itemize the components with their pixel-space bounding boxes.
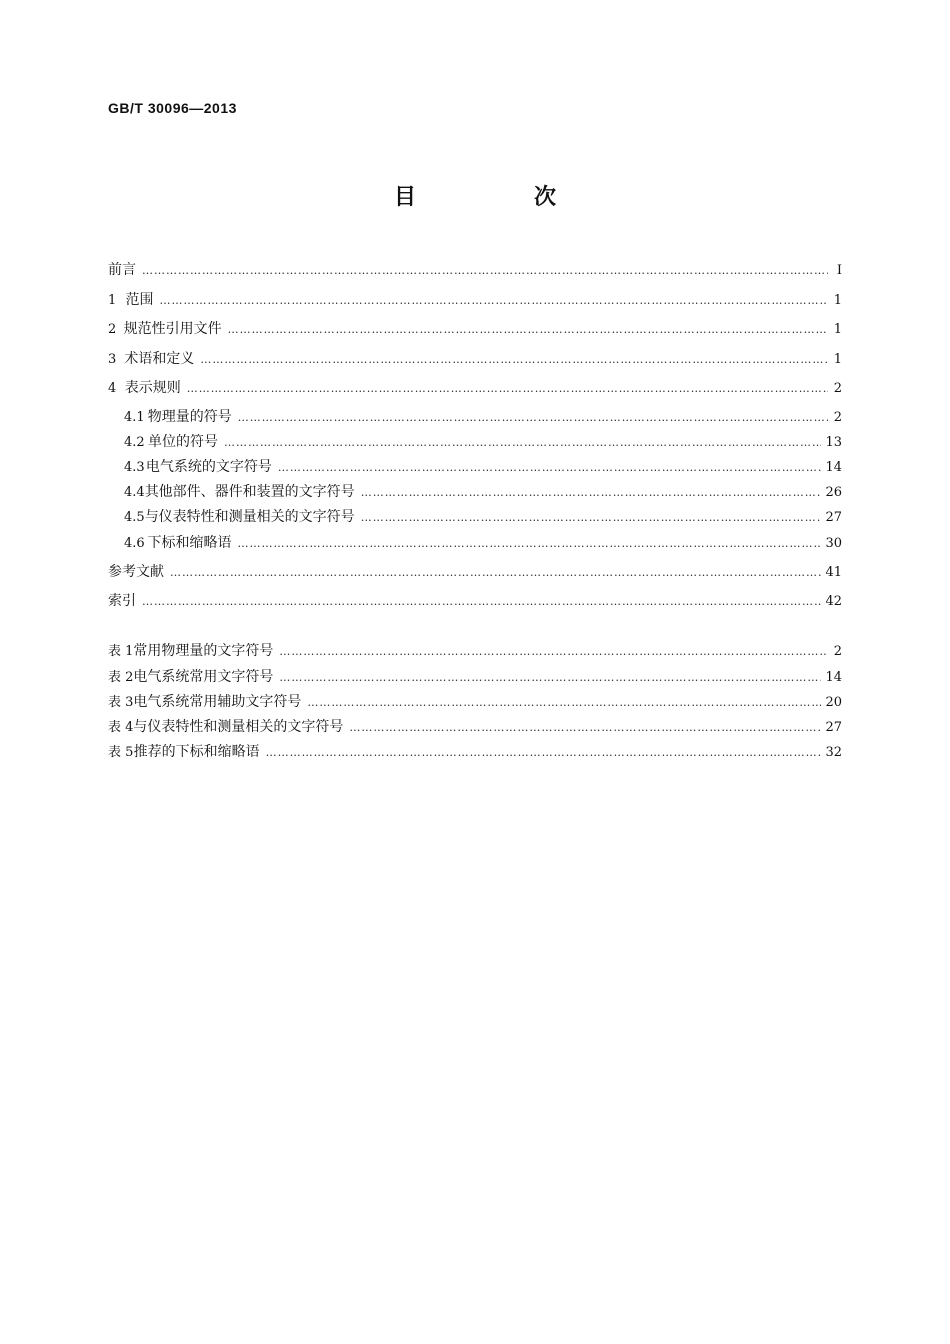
table-page: 14 [825, 670, 842, 685]
toc-entry-foreword[interactable] [108, 259, 842, 281]
toc-label: 规范性引用文件 [123, 321, 222, 337]
toc-label: 参考文献 [108, 564, 164, 580]
toc-label: 物理量的符号 [147, 409, 232, 425]
toc-page: 41 [825, 565, 842, 580]
toc-entry-4-3[interactable] [124, 456, 842, 478]
toc-page: 30 [825, 536, 842, 551]
toc-number: 2 [108, 322, 117, 337]
toc-number: 4.3 [124, 460, 145, 475]
toc-page: 14 [825, 460, 842, 475]
table-list-entry-4[interactable] [108, 716, 842, 738]
toc-entry-index[interactable] [108, 590, 842, 612]
table-list-entry-5[interactable] [108, 741, 842, 763]
table-label: 电气系统常用文字符号 [133, 669, 274, 685]
toc-leader [278, 457, 822, 479]
toc-page: 26 [825, 485, 842, 500]
table-page: 27 [825, 720, 842, 735]
toc-number: 3 [108, 352, 117, 367]
table-page: 2 [833, 644, 842, 659]
toc-page: 42 [825, 594, 842, 609]
toc-leader [224, 432, 821, 454]
toc-entry-4-5[interactable] [124, 506, 842, 528]
table-number: 表 1 [108, 644, 134, 659]
toc-leader [279, 667, 821, 689]
table-page: 32 [825, 745, 842, 760]
toc-leader [307, 692, 821, 714]
table-label: 电气系统常用辅助文字符号 [133, 694, 302, 710]
toc-entry-4-2[interactable] [124, 431, 842, 453]
table-list-entry-1[interactable] [108, 640, 842, 662]
toc-entry-references[interactable] [108, 561, 842, 583]
toc-label: 电气系统的文字符号 [145, 459, 272, 475]
toc-leader [187, 378, 828, 400]
table-label: 推荐的下标和缩略语 [133, 744, 260, 760]
toc-label: 术语和定义 [124, 351, 195, 367]
toc-leader [237, 533, 821, 555]
table-list-entry-2[interactable] [108, 666, 842, 688]
toc-leader [142, 260, 828, 282]
toc-leader [200, 349, 828, 371]
toc-number: 4.6 [124, 536, 145, 551]
toc-label: 单位的符号 [148, 434, 218, 450]
table-number: 表 4 [108, 720, 134, 735]
toc-leader [142, 591, 821, 613]
toc-number: 4.4 [124, 485, 145, 500]
standard-code: GB/T 30096—2013 [108, 100, 237, 116]
toc-number: 4.1 [124, 410, 145, 425]
toc-number: 4 [108, 381, 117, 396]
table-label: 与仪表特性和测量相关的文字符号 [133, 719, 344, 735]
toc-page: 27 [825, 510, 842, 525]
toc-leader [349, 717, 821, 739]
toc-label: 表示规则 [124, 380, 181, 396]
toc-entry-4-4[interactable] [124, 481, 842, 503]
toc-number: 4.2 [124, 435, 145, 450]
toc-entry-4-1[interactable] [124, 406, 842, 428]
toc-page: 2 [833, 381, 842, 396]
table-number: 表 2 [108, 670, 134, 685]
toc-entry-1[interactable] [108, 289, 842, 311]
toc-leader [361, 507, 822, 529]
toc-leader [361, 482, 822, 504]
toc-entry-2[interactable] [108, 318, 842, 340]
toc-label: 与仪表特性和测量相关的文字符号 [144, 509, 355, 525]
toc-label: 索引 [108, 593, 136, 609]
toc-label: 前言 [108, 262, 136, 278]
toc-page: 13 [825, 435, 842, 450]
toc-label: 范围 [125, 292, 154, 308]
toc-leader [170, 562, 821, 584]
toc-leader [266, 742, 822, 764]
toc-page: 1 [833, 352, 842, 367]
toc-leader [238, 407, 828, 429]
toc-leader [279, 641, 828, 663]
table-list-entry-3[interactable] [108, 691, 842, 713]
toc-label: 其他部件、器件和装置的文字符号 [144, 484, 355, 500]
toc-leader [159, 290, 828, 312]
toc-entry-3[interactable] [108, 348, 842, 370]
toc-leader [228, 319, 828, 341]
table-number: 表 5 [108, 745, 134, 760]
toc-page: 2 [833, 410, 842, 425]
toc-entry-4-6[interactable] [124, 532, 842, 554]
toc-page: 1 [833, 322, 842, 337]
toc-entry-4[interactable] [108, 377, 842, 399]
table-label: 常用物理量的文字符号 [133, 643, 274, 659]
toc-page: Ⅰ [836, 263, 842, 278]
toc-number: 1 [108, 293, 117, 308]
toc-page: 1 [833, 293, 842, 308]
table-page: 20 [825, 695, 842, 710]
page-title: 目 次 [393, 185, 604, 210]
table-number: 表 3 [108, 695, 134, 710]
toc-label: 下标和缩略语 [147, 535, 232, 551]
toc-number: 4.5 [124, 510, 145, 525]
